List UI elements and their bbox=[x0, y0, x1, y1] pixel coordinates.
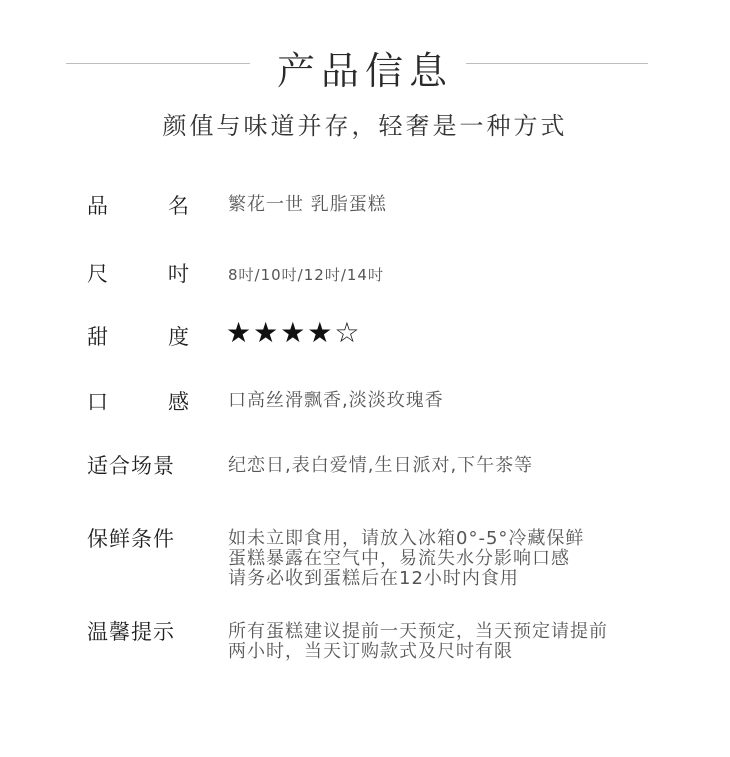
row-value bbox=[228, 529, 698, 589]
row-value-line: 如未立即食用，请放入冰箱0°-5°冷藏保鲜 bbox=[228, 528, 585, 549]
row-value: 纪恋日,表白爱情,生日派对,下午茶等 bbox=[228, 455, 534, 476]
row-value bbox=[228, 622, 698, 662]
row-label-char: 尺 bbox=[87, 262, 108, 286]
row-value-line: 两小时，当天订购款式及尺吋有限 bbox=[228, 641, 513, 662]
sweetness-rating-stars: ★★★★☆ bbox=[226, 316, 362, 349]
page-title: 产品信息 bbox=[276, 49, 453, 93]
row-label-char: 吋 bbox=[168, 262, 189, 286]
row-label bbox=[87, 324, 189, 350]
row-value: 口高丝滑飘香,淡淡玫瑰香 bbox=[228, 390, 444, 411]
row-label-char: 名 bbox=[168, 194, 189, 218]
row-label bbox=[87, 261, 189, 287]
row-value: 8吋/10吋/12吋/14吋 bbox=[228, 266, 384, 284]
row-label bbox=[87, 193, 189, 219]
row-label-char: 口 bbox=[87, 390, 108, 414]
row-value-line: 蛋糕暴露在空气中，易流失水分影响口感 bbox=[228, 548, 570, 569]
page-subtitle: 颜值与味道并存，轻奢是一种方式 bbox=[162, 112, 568, 140]
row-label bbox=[87, 389, 189, 415]
row-value: 繁花一世 乳脂蛋糕 bbox=[228, 194, 387, 215]
row-label-char: 度 bbox=[168, 325, 189, 349]
row-label-char: 品 bbox=[87, 194, 108, 218]
row-label: 温馨提示 bbox=[87, 620, 175, 644]
row-label: 保鲜条件 bbox=[87, 527, 175, 551]
header bbox=[0, 40, 730, 100]
row-value-line: 请务必收到蛋糕后在12小时内食用 bbox=[228, 568, 519, 589]
divider-right bbox=[466, 63, 648, 64]
row-label-char: 甜 bbox=[87, 325, 108, 349]
row-label-char: 感 bbox=[168, 390, 189, 414]
row-value-line: 所有蛋糕建议提前一天预定，当天预定请提前 bbox=[228, 621, 608, 642]
row-label: 适合场景 bbox=[87, 454, 175, 478]
